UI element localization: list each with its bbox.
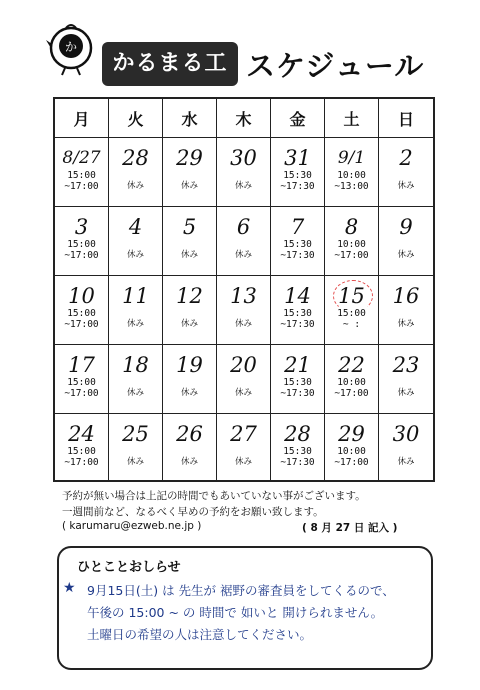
day-number: 31 (284, 146, 311, 170)
week-row (55, 413, 433, 482)
day-number: 10 (68, 284, 95, 308)
hours-line: ~17:00 (64, 181, 99, 192)
open-hours (327, 170, 376, 192)
hours-line: 15:30 (283, 239, 312, 250)
day-number: 27 (230, 422, 257, 446)
day-cell (379, 413, 433, 482)
day-cell (325, 206, 379, 275)
closed-label: 休み (234, 181, 252, 191)
day-number: 4 (128, 215, 143, 239)
day-cell (55, 344, 109, 413)
day-cell (217, 137, 271, 206)
day-number: 18 (122, 353, 149, 377)
hours-line: 10:00 (337, 446, 366, 457)
closed-label: 休み (397, 457, 415, 467)
hours-line: ~17:00 (64, 388, 99, 399)
day-number: 6 (236, 215, 251, 239)
contact-email: ( karumaru@ezweb.ne.jp ) (62, 520, 202, 532)
hours-line: ~17:00 (334, 388, 369, 399)
notice-line: 土曜日の希望の人は注意してください。 (87, 627, 313, 642)
day-cell (109, 275, 163, 344)
day-number: 20 (230, 353, 257, 377)
closed-label: 休み (180, 388, 198, 398)
hours-line: ~17:00 (64, 250, 99, 261)
hours-line: 10:00 (337, 239, 366, 250)
closed-label: 休み (397, 181, 415, 191)
day-number: 9/1 (337, 148, 366, 168)
day-cell (163, 275, 217, 344)
hours-line: 10:00 (337, 170, 366, 181)
notice-title: ひとことおしらせ (77, 560, 181, 575)
closed-label: 休み (234, 457, 252, 467)
day-number: 28 (122, 146, 149, 170)
closed-label: 休み (234, 250, 252, 260)
closed-label: 休み (126, 388, 144, 398)
day-number: 8 (344, 215, 359, 239)
weekday-tue: 火 (109, 99, 163, 137)
day-number: 30 (392, 422, 420, 446)
open-hours (57, 308, 106, 330)
notice-box (57, 546, 433, 670)
day-number: 15 (338, 284, 365, 308)
day-number: 3 (74, 215, 89, 239)
day-cell (379, 206, 433, 275)
day-number: 29 (338, 422, 365, 446)
hours-line: 15:00 (67, 239, 96, 250)
open-hours (57, 170, 106, 192)
day-cell (271, 275, 325, 344)
day-cell (379, 344, 433, 413)
open-hours (327, 446, 376, 468)
day-cell (325, 344, 379, 413)
day-cell (109, 137, 163, 206)
week-row (55, 206, 433, 276)
hours-line: ~13:00 (334, 181, 369, 192)
hours-line: 15:00 (67, 377, 96, 388)
closed-label: 休み (126, 250, 144, 260)
open-hours (327, 239, 376, 261)
weekday-header-row (55, 99, 433, 138)
day-cell (163, 344, 217, 413)
open-hours (273, 308, 322, 330)
closed-label: 休み (180, 181, 198, 191)
star-icon: ★ (63, 580, 76, 596)
week-row (55, 344, 433, 414)
hours-line: ~17:30 (280, 388, 315, 399)
svg-text:か: か (64, 40, 78, 54)
day-cell (163, 413, 217, 482)
closed-label: 休み (397, 388, 415, 398)
day-cell (163, 137, 217, 206)
open-hours (57, 239, 106, 261)
page-title: スケジュール (246, 49, 425, 83)
day-number: 19 (176, 353, 203, 377)
day-number: 7 (290, 215, 305, 239)
day-cell (217, 275, 271, 344)
hours-line: 15:30 (283, 170, 312, 181)
day-cell (55, 413, 109, 482)
open-hours (327, 308, 376, 330)
hours-line: ~17:30 (280, 250, 315, 261)
day-number: 17 (68, 353, 95, 377)
hours-line: ~ : (342, 319, 361, 330)
day-cell (55, 206, 109, 275)
header (0, 0, 480, 120)
closed-label: 休み (126, 457, 144, 467)
closed-label: 休み (234, 388, 252, 398)
hours-line: ~17:30 (280, 181, 315, 192)
hours-line: ~17:30 (280, 457, 315, 468)
day-cell (379, 275, 433, 344)
day-number: 29 (176, 146, 203, 170)
hours-line: ~17:00 (64, 457, 99, 468)
hours-line: 15:30 (283, 446, 312, 457)
day-cell (325, 275, 379, 344)
week-row (55, 137, 433, 207)
hours-line: 15:00 (337, 308, 366, 319)
day-cell (271, 413, 325, 482)
day-number: 11 (122, 284, 149, 308)
day-number: 25 (122, 422, 149, 446)
day-number: 28 (284, 422, 311, 446)
weekday-sat: 土 (325, 99, 379, 137)
day-number: 16 (392, 284, 420, 308)
day-cell (271, 137, 325, 206)
day-number: 23 (392, 353, 420, 377)
open-hours (273, 239, 322, 261)
hours-line: 15:30 (283, 308, 312, 319)
closed-label: 休み (180, 319, 198, 329)
open-hours (327, 377, 376, 399)
day-cell (109, 413, 163, 482)
week-row (55, 275, 433, 345)
day-number: 8/27 (62, 148, 101, 168)
notice-line: 9月15日(土) は 先生が 裾野の審査員をしてくるので、 (87, 583, 395, 598)
hours-line: 10:00 (337, 377, 366, 388)
closed-label: 休み (397, 250, 415, 260)
note-availability: 予約が無い場合は上記の時間でもあいていない事がございます。 (62, 490, 366, 502)
day-number: 24 (68, 422, 95, 446)
day-cell (271, 206, 325, 275)
hours-line: 15:00 (67, 170, 96, 181)
hours-line: ~17:30 (280, 319, 315, 330)
day-number: 5 (182, 215, 197, 239)
closed-label: 休み (126, 181, 144, 191)
closed-label: 休み (126, 319, 144, 329)
open-hours (57, 446, 106, 468)
day-number: 21 (284, 353, 311, 377)
day-cell (271, 344, 325, 413)
day-cell (325, 413, 379, 482)
hours-line: 15:00 (67, 308, 96, 319)
weekday-thu: 木 (217, 99, 271, 137)
day-cell (217, 344, 271, 413)
weekday-sun: 日 (397, 109, 414, 129)
day-cell (109, 344, 163, 413)
note-reservation: 一週間前など、なるべく早めの予約をお願い致します。 (62, 506, 324, 518)
hours-line: ~17:00 (334, 457, 369, 468)
day-number: 12 (176, 284, 203, 308)
weekday-wed: 水 (163, 99, 217, 137)
bird-mascot-icon (44, 22, 98, 76)
day-number: 14 (284, 284, 311, 308)
day-cell (163, 206, 217, 275)
schedule-calendar (53, 97, 435, 482)
logo: かるまる工房 (102, 42, 238, 86)
day-cell (379, 137, 433, 206)
day-number: 9 (399, 215, 413, 239)
open-hours (273, 377, 322, 399)
day-cell (55, 137, 109, 206)
date-written: ( 8 月 27 日 記入 ) (302, 522, 398, 534)
hours-line: 15:00 (67, 446, 96, 457)
open-hours (273, 170, 322, 192)
day-cell (55, 275, 109, 344)
closed-label: 休み (397, 319, 415, 329)
closed-label: 休み (180, 457, 198, 467)
day-number: 13 (230, 284, 257, 308)
day-cell (217, 413, 271, 482)
hours-line: 15:30 (283, 377, 312, 388)
weekday-mon: 月 (55, 99, 109, 137)
day-number: 30 (230, 146, 257, 170)
closed-label: 休み (234, 319, 252, 329)
day-cell (217, 206, 271, 275)
day-number: 2 (399, 146, 413, 170)
day-cell (109, 206, 163, 275)
closed-label: 休み (180, 250, 198, 260)
notice-line: 午後の 15:00 ~ の 時間で 如いと 開けられません。 (87, 605, 384, 620)
weekday-fri: 金 (271, 99, 325, 137)
open-hours (273, 446, 322, 468)
day-number: 26 (176, 422, 203, 446)
hours-line: ~17:00 (334, 250, 369, 261)
open-hours (57, 377, 106, 399)
day-number: 22 (338, 353, 365, 377)
day-cell (325, 137, 379, 206)
hours-line: ~17:00 (64, 319, 99, 330)
